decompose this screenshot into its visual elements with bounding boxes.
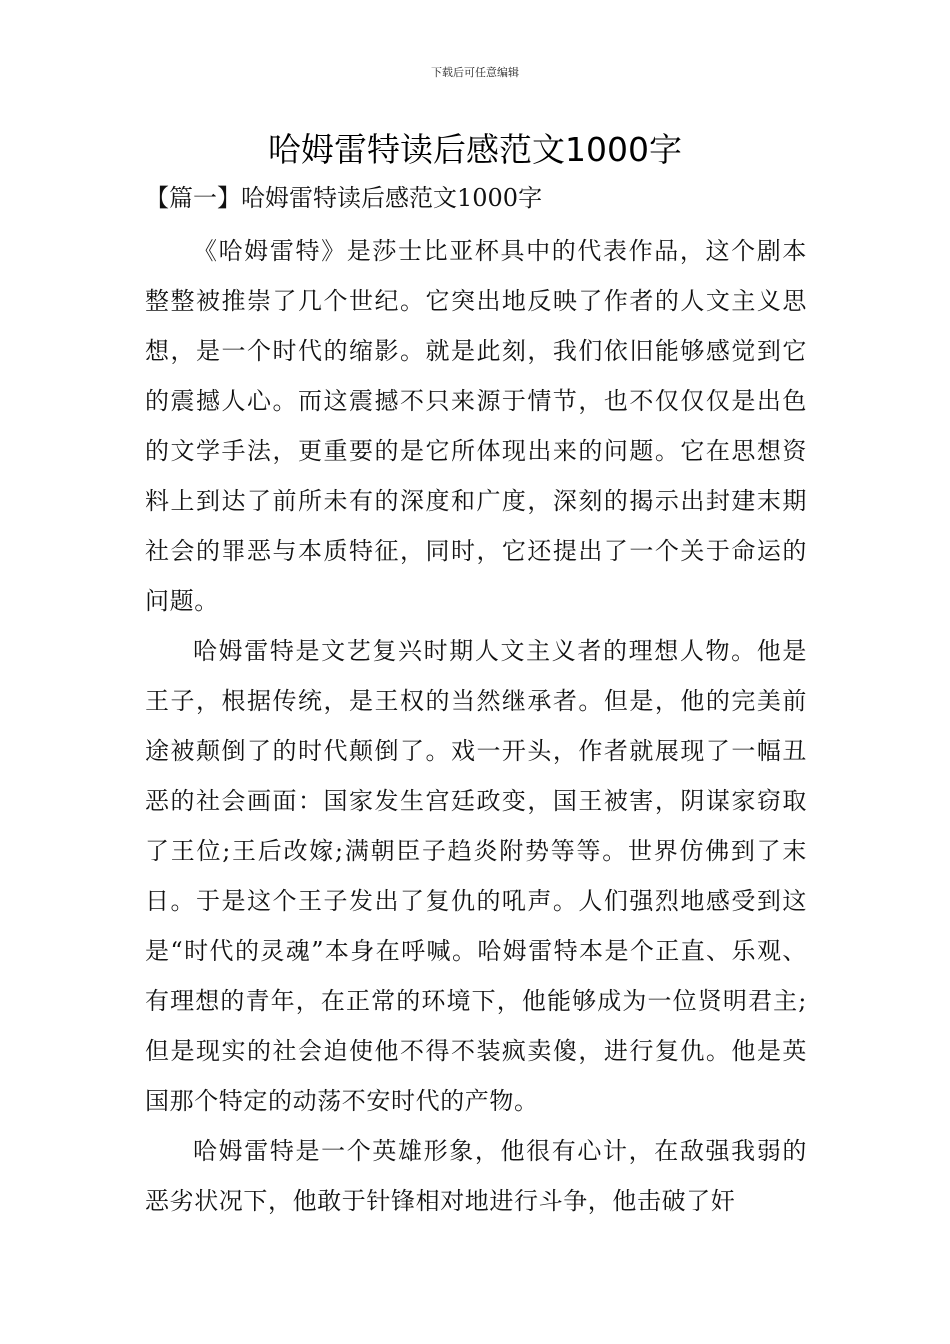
header-note: 下载后可任意编辑 <box>431 66 519 79</box>
paragraph: 哈姆雷特是一个英雄形象，他很有心计，在敌强我弱的恶劣状况下，他敢于针锋相对地进行斗争，他击破了奸 <box>145 1137 807 1215</box>
paragraph: 哈姆雷特是文艺复兴时期人文主义者的理想人物。他是王子，根据传统，是王权的当然继承者。但是，他的完美前途被颠倒了的时代颠倒了。戏一开头，作者就展现了一幅丑恶的社会画面：国家发生宫廷政变，国王被害，阴谋家窃取了王位;王后改嫁;满朝臣子趋炎附势等等。世界仿佛到了末日。于是这个王子发出了复仇的吼声。人们强烈地感受到这是“时代的灵魂”本身在呼喊。哈姆雷特本是个正直、乐观、有理想的青年，在正常的环境下，他能够成为一位贤明君主;但是现实的社会迫使他不得不装疯卖傻，进行复仇。他是英国那个特定的动荡不安时代的产物。 <box>145 637 807 1115</box>
body-text <box>145 226 807 1226</box>
paragraph: 《哈姆雷特》是莎士比亚杯具中的代表作品，这个剧本整整被推崇了几个世纪。它突出地反映了作者的人文主义思想，是一个时代的缩影。就是此刻，我们依旧能够感觉到它的震撼人心。而这震撼不只来源于情节，也不仅仅仅是出色的文学手法，更重要的是它所体现出来的问题。它在思想资料上到达了前所未有的深度和广度，深刻的揭示出封建末期社会的罪恶与本质特征，同时，它还提出了一个关于命运的问题。 <box>145 237 807 615</box>
section-heading: 【篇一】哈姆雷特读后感范文1000字 <box>145 184 543 212</box>
document-title: 哈姆雷特读后感范文1000字 <box>268 130 682 169</box>
